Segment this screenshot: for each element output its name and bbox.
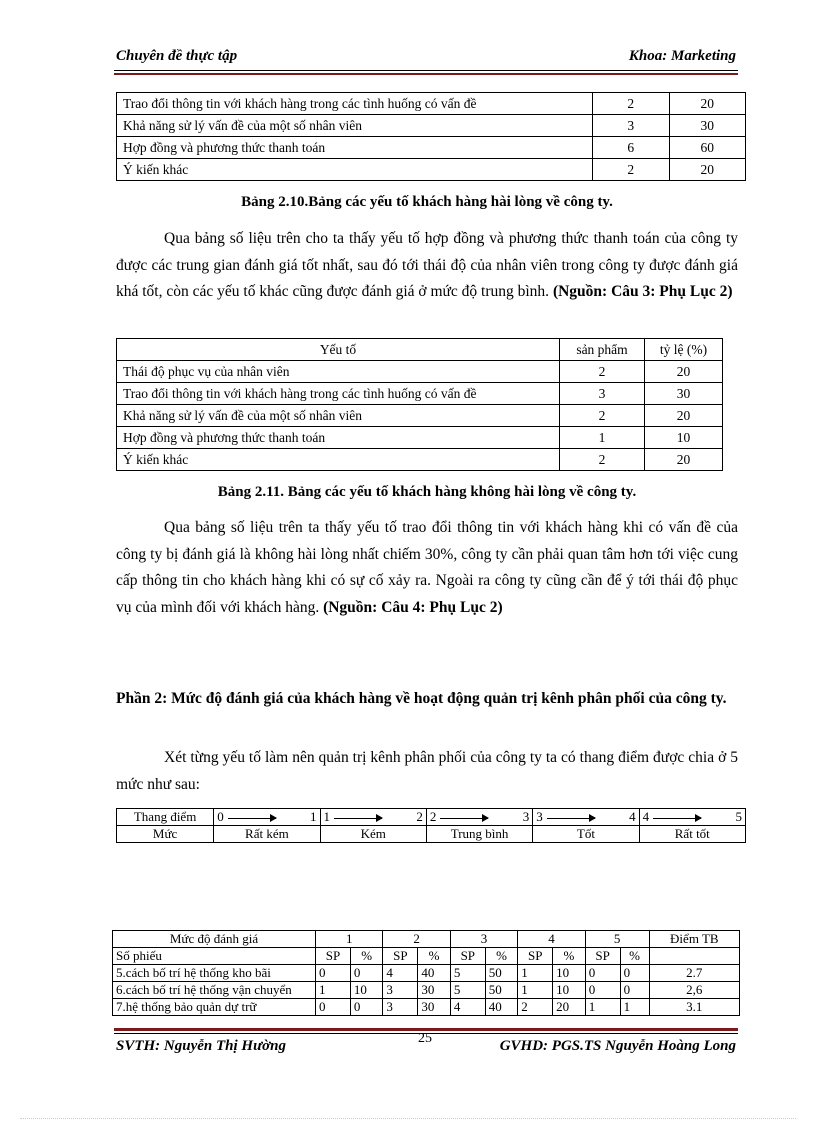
range-start: 4 xyxy=(642,809,650,824)
evaluation-table xyxy=(112,930,740,1016)
table-cell: 2.7 xyxy=(649,965,739,982)
range-start: 0 xyxy=(217,809,224,824)
level-cell: Rất tốt xyxy=(639,826,745,843)
table-cell: 30 xyxy=(418,999,451,1016)
table-cell: Trao đổi thông tin với khách hàng trong các tình huống có vấn đề xyxy=(117,383,560,405)
table-cell: 3 xyxy=(593,115,669,137)
scale-range xyxy=(426,809,532,826)
table-cell: 50 xyxy=(485,965,518,982)
table-header-cell: % xyxy=(418,948,451,965)
table-header-cell: 3 xyxy=(450,931,517,948)
table-cell: 10 xyxy=(553,965,586,982)
table-cell: 4 xyxy=(450,999,485,1016)
paragraph-3-text: Xét từng yếu tố làm nên quản trị kênh phân phối của công ty ta có thang điểm được chia ở 5 mức như sau: xyxy=(116,749,738,793)
footer-left: SVTH: Nguyễn Thị Hường xyxy=(116,1038,286,1054)
table-cell: 2 xyxy=(593,159,669,181)
header-rule-accent xyxy=(114,73,738,75)
caption-table-2-10: Bảng 2.10.Bảng các yếu tố khách hàng hài lòng về công ty. xyxy=(241,194,613,210)
table-cell: 2 xyxy=(560,405,645,427)
table-cell: 0 xyxy=(350,999,383,1016)
arrow-right-icon xyxy=(334,818,382,819)
table-cell: 10 xyxy=(350,982,383,999)
table-cell: 0 xyxy=(316,999,351,1016)
table-cell: 1 xyxy=(620,999,649,1016)
table-cell: 3 xyxy=(560,383,645,405)
table-cell: 5.cách bố trí hệ thống kho bãi xyxy=(113,965,316,982)
table-cell: 20 xyxy=(553,999,586,1016)
paragraph-1-source: (Nguồn: Câu 3: Phụ Lục 2) xyxy=(552,283,733,300)
unsatisfied-factors-table xyxy=(116,338,723,471)
table-header-cell: sản phẩm xyxy=(560,339,645,361)
table-header-cell: 2 xyxy=(383,931,450,948)
table-header-cell: % xyxy=(485,948,518,965)
level-row xyxy=(117,826,746,843)
table-header-row xyxy=(113,948,740,965)
table-cell: 1 xyxy=(316,982,351,999)
level-cell: Rất kém xyxy=(214,826,320,843)
scale-range xyxy=(639,809,745,826)
range-end: 1 xyxy=(310,809,317,824)
table-row xyxy=(113,965,740,982)
table-header-row xyxy=(117,339,723,361)
footer-right: GVHD: PGS.TS Nguyễn Hoàng Long xyxy=(499,1038,736,1054)
table-row xyxy=(117,137,746,159)
table-cell: 6.cách bố trí hệ thống vận chuyển xyxy=(113,982,316,999)
table-header-row xyxy=(113,931,740,948)
table-cell: 2 xyxy=(560,361,645,383)
table-header-cell: 1 xyxy=(316,931,383,948)
table-cell: 30 xyxy=(645,383,723,405)
table-header-cell: 4 xyxy=(518,931,585,948)
table-cell: 0 xyxy=(585,982,620,999)
paragraph-2-text: Qua bảng số liệu trên ta thấy yếu tố trao đổi thông tin với khách hàng khi có vấn đề của công ty bị đánh giá là không hài lòng nhất chiếm 30%, công ty cần phải quan tâm hơn tới việc cung cấp thông tin cho khách hàng khi có sự cố xảy ra. Ngoài ra công ty cũng cần để ý tới thái độ phục vụ của mình đối với khách hàng. xyxy=(116,519,738,616)
section-title: Phần 2: Mức độ đánh giá của khách hàng về hoạt động quản trị kênh phân phối của công ty. xyxy=(116,690,727,707)
paragraph-3 xyxy=(116,745,738,798)
table-header-cell: Điểm TB xyxy=(649,931,739,948)
table-cell: 0 xyxy=(620,965,649,982)
table-cell: 1 xyxy=(518,982,553,999)
table-cell: 10 xyxy=(553,982,586,999)
table-cell: 0 xyxy=(316,965,351,982)
table-row xyxy=(117,159,746,181)
table-cell: 6 xyxy=(593,137,669,159)
table-cell: Trao đổi thông tin với khách hàng trong các tình huống có vấn đề xyxy=(117,93,593,115)
level-cell: Trung bình xyxy=(426,826,532,843)
page-number: 25 xyxy=(418,1031,432,1046)
table-cell: 0 xyxy=(585,965,620,982)
table-cell: Thái độ phục vụ của nhân viên xyxy=(117,361,560,383)
table-cell: 20 xyxy=(669,93,745,115)
range-end: 3 xyxy=(522,809,530,824)
range-start: 2 xyxy=(429,809,437,824)
table-header-cell xyxy=(649,948,739,965)
table-cell: 30 xyxy=(418,982,451,999)
table-header-cell: % xyxy=(350,948,383,965)
header-rule xyxy=(114,70,738,71)
table-row xyxy=(113,982,740,999)
page-edge xyxy=(20,1118,796,1119)
table-cell: 2 xyxy=(518,999,553,1016)
table-cell: 2,6 xyxy=(649,982,739,999)
table-cell: Hợp đồng và phương thức thanh toán xyxy=(117,427,560,449)
scale-row xyxy=(117,809,746,826)
paragraph-2-source: (Nguồn: Câu 4: Phụ Lục 2) xyxy=(323,598,503,616)
scale-range xyxy=(320,809,426,826)
range-start: 3 xyxy=(536,809,543,824)
table-cell: 50 xyxy=(485,982,518,999)
table-cell: 5 xyxy=(450,965,485,982)
table-cell: 1 xyxy=(585,999,620,1016)
table-cell: 20 xyxy=(645,405,723,427)
table-cell: 7.hệ thống bảo quản dự trữ xyxy=(113,999,316,1016)
table-cell: 20 xyxy=(645,361,723,383)
table-cell: 3 xyxy=(383,999,418,1016)
table-header-cell: SP xyxy=(316,948,351,965)
table-row xyxy=(117,427,723,449)
level-cell: Tốt xyxy=(533,826,639,843)
paragraph-1 xyxy=(116,226,738,306)
scale-range xyxy=(533,809,639,826)
table-cell: Ý kiến khác xyxy=(117,159,593,181)
header-left: Chuyên đề thực tập xyxy=(116,48,238,64)
level-cell: Kém xyxy=(320,826,426,843)
scale-label: Thang điểm xyxy=(117,809,214,826)
table-header-cell: SP xyxy=(450,948,485,965)
table-cell: 1 xyxy=(518,965,553,982)
table-row xyxy=(117,449,723,471)
paragraph-2 xyxy=(116,515,738,621)
table-row xyxy=(117,383,723,405)
table-cell: 3.1 xyxy=(649,999,739,1016)
table-row xyxy=(113,999,740,1016)
table-cell: 40 xyxy=(485,999,518,1016)
table-cell: 2 xyxy=(593,93,669,115)
table-cell: Khả năng sử lý vấn đề của một số nhân viên xyxy=(117,405,560,427)
table-cell: 20 xyxy=(645,449,723,471)
table-cell: 2 xyxy=(560,449,645,471)
table-header-cell: SP xyxy=(585,948,620,965)
table-cell: 60 xyxy=(669,137,745,159)
table-cell: Ý kiến khác xyxy=(117,449,560,471)
table-header-cell: % xyxy=(620,948,649,965)
range-start: 1 xyxy=(323,809,331,824)
table-header-cell: 5 xyxy=(585,931,649,948)
table-row xyxy=(117,115,746,137)
table-cell: 5 xyxy=(450,982,485,999)
arrow-right-icon xyxy=(440,818,488,819)
paragraph-1-text: Qua bảng số liệu trên cho ta thấy yếu tố hợp đồng và phương thức thanh toán của công ty được các trung gian đánh giá tốt nhất, sau đó tới thái độ của nhân viên trong công ty được đánh giá khá tốt, còn các yếu tố khác cũng được đánh giá ở mức độ trung bình. xyxy=(116,230,738,300)
table-header-cell: % xyxy=(553,948,586,965)
range-end: 4 xyxy=(629,809,636,824)
arrow-right-icon xyxy=(653,818,701,819)
caption-table-2-11: Bảng 2.11. Bảng các yếu tố khách hàng không hài lòng về công ty. xyxy=(217,484,637,500)
table-cell: 30 xyxy=(669,115,745,137)
table-cell: 4 xyxy=(383,965,418,982)
table-row xyxy=(117,361,723,383)
table-cell: 0 xyxy=(620,982,649,999)
rating-scale-table xyxy=(116,808,746,843)
table-cell: Hợp đồng và phương thức thanh toán xyxy=(117,137,593,159)
range-end: 5 xyxy=(735,809,742,824)
table-header-cell: Mức độ đánh giá xyxy=(113,931,316,948)
table-cell: 0 xyxy=(350,965,383,982)
table-cell: 3 xyxy=(383,982,418,999)
table-row xyxy=(117,405,723,427)
arrow-right-icon xyxy=(547,818,595,819)
table-cell: 10 xyxy=(645,427,723,449)
table-cell: 20 xyxy=(669,159,745,181)
header-right: Khoa: Marketing xyxy=(628,48,736,64)
table-header-cell: Số phiếu xyxy=(113,948,316,965)
range-end: 2 xyxy=(416,809,423,824)
table-header-cell: Yếu tố xyxy=(117,339,560,361)
table-cell: Khả năng sử lý vấn đề của một số nhân viên xyxy=(117,115,593,137)
table-row xyxy=(117,93,746,115)
level-label: Mức xyxy=(117,826,214,843)
table-cell: 40 xyxy=(418,965,451,982)
scale-range xyxy=(214,809,320,826)
table-cell: 1 xyxy=(560,427,645,449)
arrow-right-icon xyxy=(228,818,276,819)
satisfied-factors-table xyxy=(116,92,746,181)
table-header-cell: SP xyxy=(518,948,553,965)
table-header-cell: tỷ lệ (%) xyxy=(645,339,723,361)
table-header-cell: SP xyxy=(383,948,418,965)
